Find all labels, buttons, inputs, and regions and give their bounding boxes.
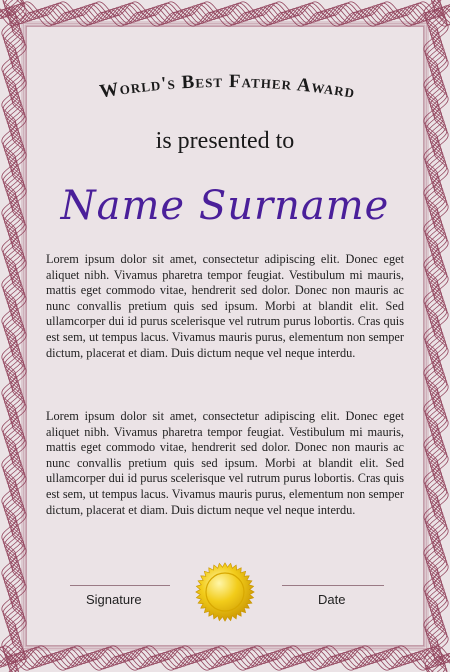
recipient-name: Name Surname — [60, 183, 390, 229]
award-title — [0, 55, 450, 125]
signature-label: Signature — [86, 592, 142, 607]
date-line — [282, 585, 384, 586]
signature-line — [70, 585, 170, 586]
body-paragraph-2: Lorem ipsum dolor sit amet, consectetur adipiscing elit. Donec eget aliquet nibh. Vivamus pharetra tempor feugiat. Vestibulum mi mauris, mattis eget commodo vitae, hendrerit sed dolor. Donec non mauris ac nunc convallis pretium quis sed ipsum. Morbi at blandit elit. Sed ullamcorper dui id purus scelerisque vel rutrum purus lobortis. Cras quis est sem, ut tempus lacus. Vivamus mauris purus, elementum non semper dictum, placerat et diam. Duis dictum neque vel neque interdu. — [46, 409, 404, 517]
date-label: Date — [318, 592, 346, 607]
svg-text:World's Best Father Award — [98, 71, 357, 103]
award-title-text: World's Best Father Award — [98, 70, 357, 103]
body-paragraph-1: Lorem ipsum dolor sit amet, consectetur adipiscing elit. Donec eget aliquet nibh. Vivamus pharetra tempor feugiat. Vestibulum mi mauris, mattis eget commodo vitae, hendrerit sed dolor. Donec non mauris ac nunc convallis pretium quis sed ipsum. Morbi at blandit elit. Sed ullamcorper dui id purus scelerisque vel rutrum purus lobortis. Cras quis est sem, ut tempus lacus. Vivamus mauris purus, elementum non semper dictum, placerat et diam. Duis dictum neque vel neque interdu. — [46, 252, 404, 360]
gold-seal-icon — [193, 560, 257, 624]
presented-to-text: is presented to — [155, 128, 295, 154]
